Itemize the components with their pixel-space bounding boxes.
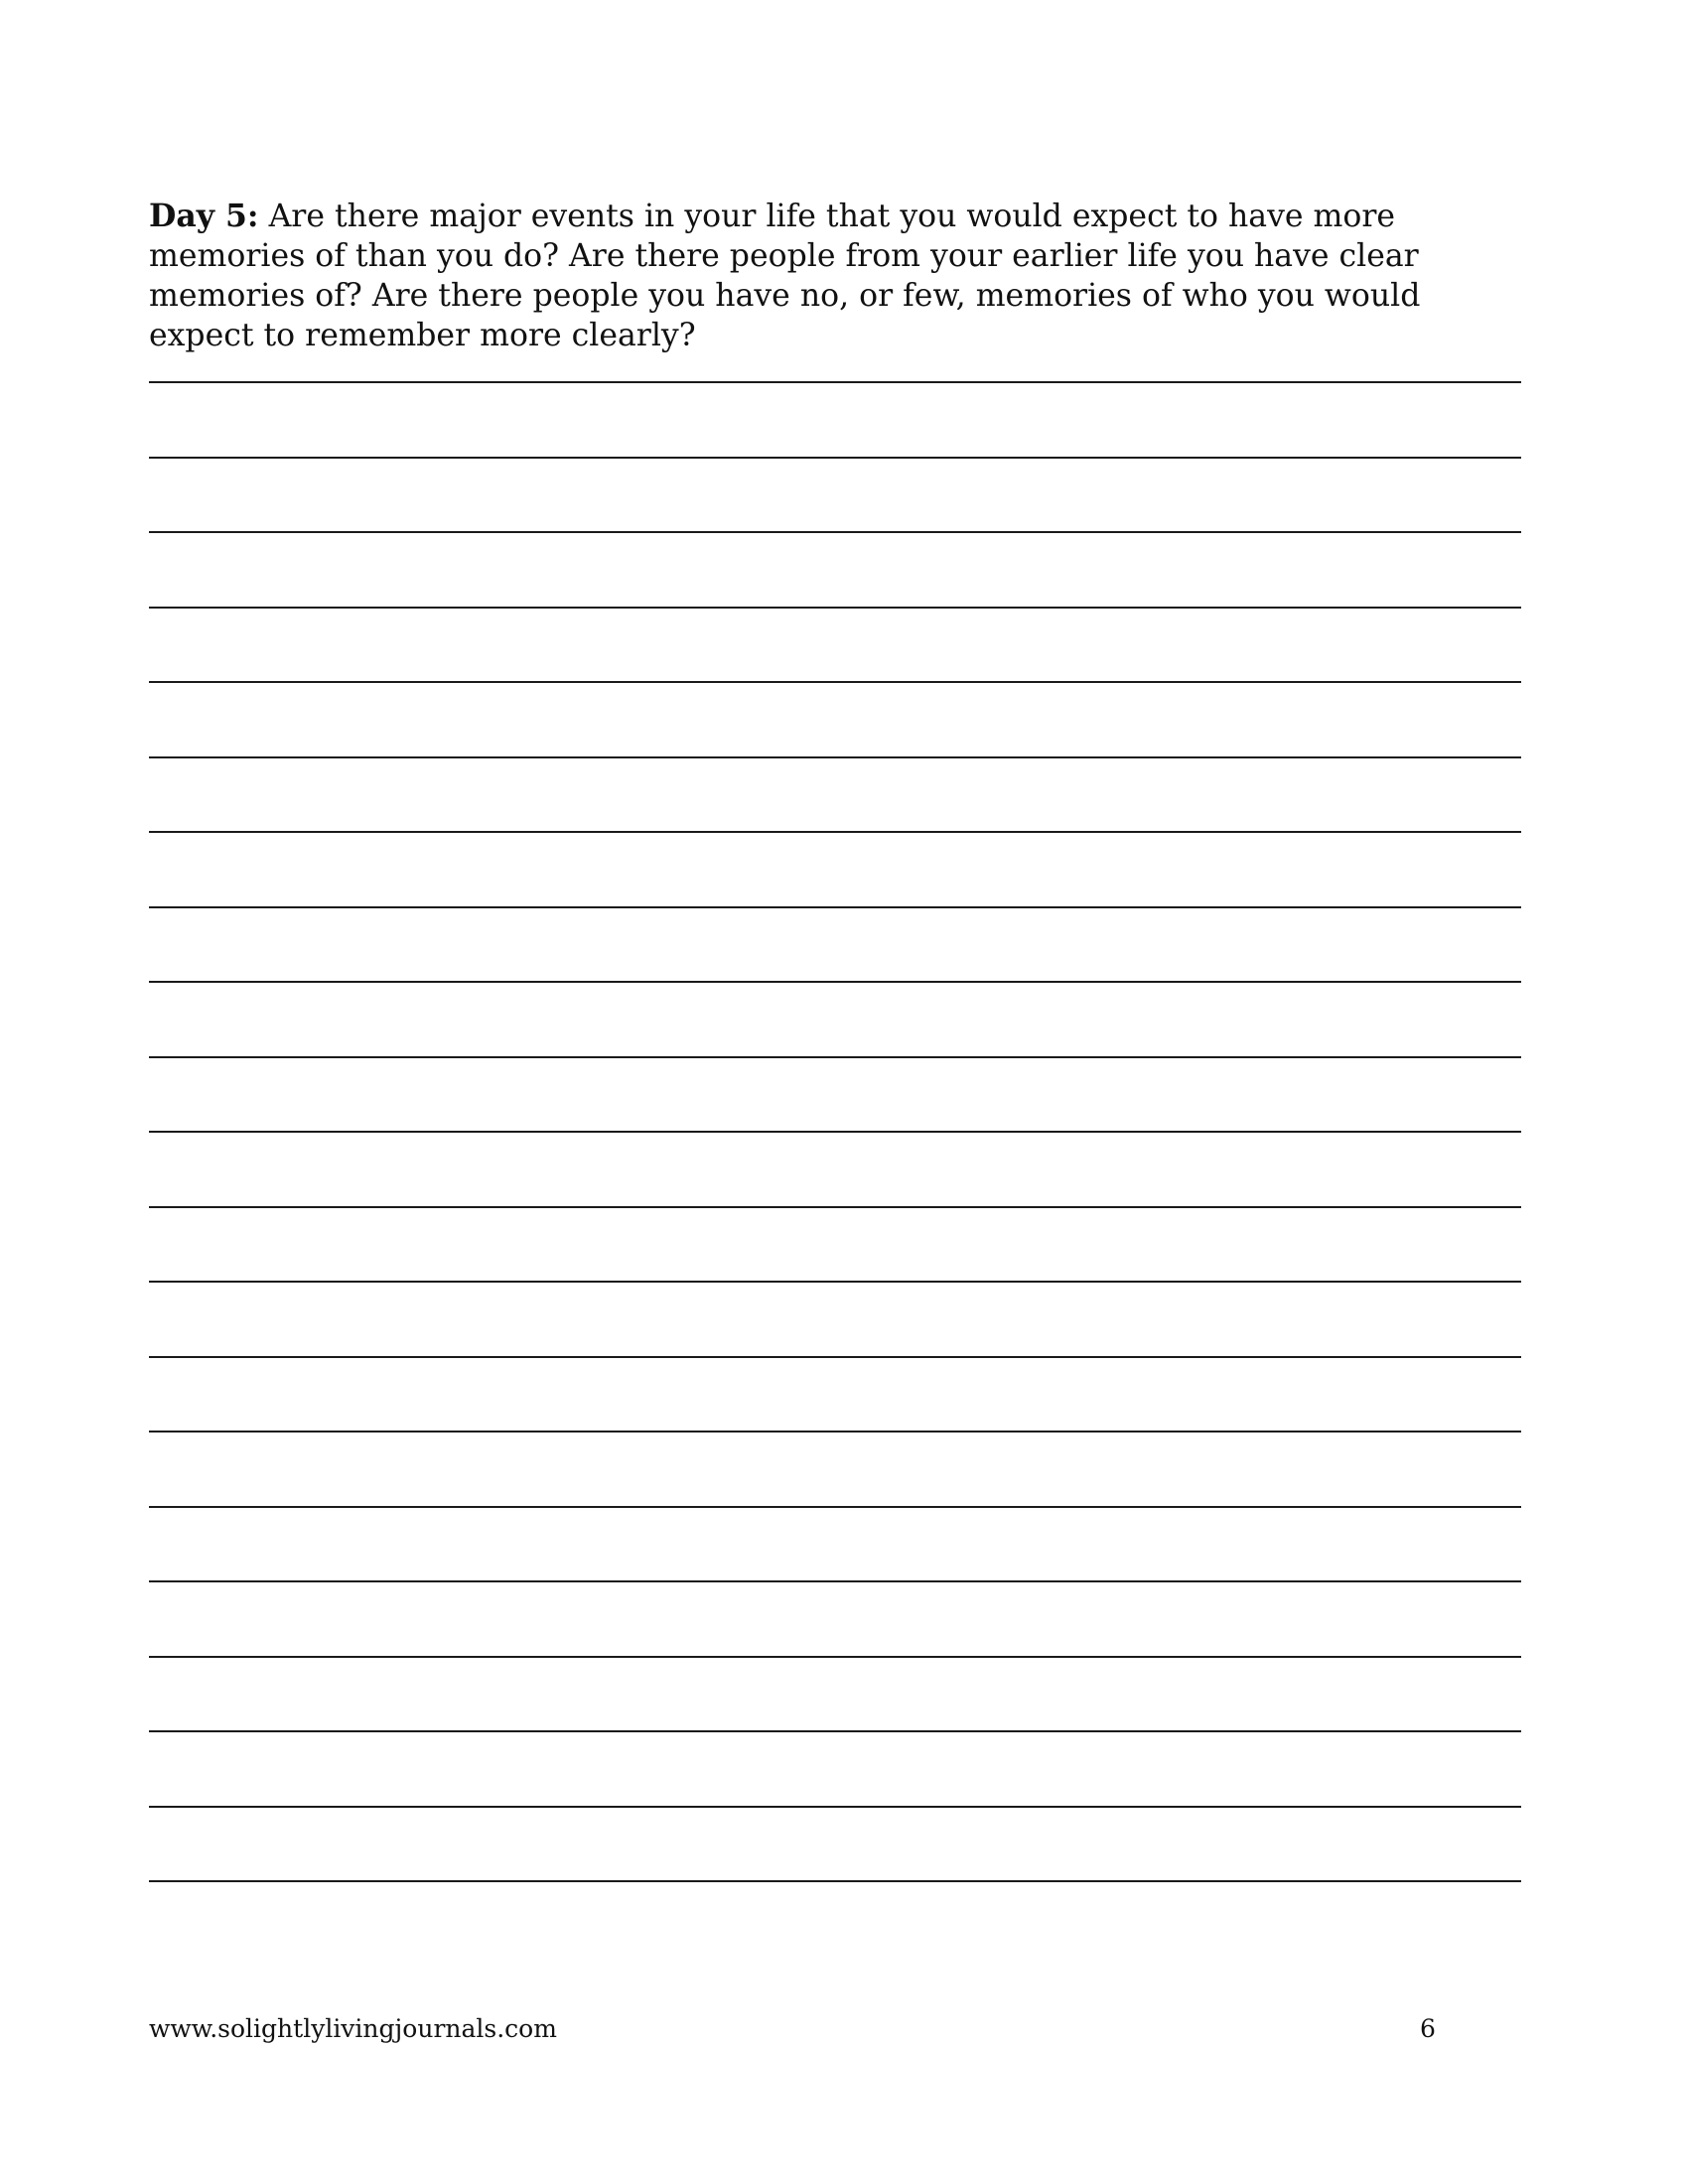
page-number: 6 — [1420, 2014, 1436, 2043]
writing-line[interactable] — [149, 383, 1521, 459]
writing-line[interactable] — [149, 1358, 1521, 1433]
writing-line[interactable] — [149, 1658, 1521, 1733]
website-url: www.solightlylivingjournals.com — [149, 2014, 557, 2043]
writing-line[interactable] — [149, 683, 1521, 758]
day-label: Day 5: — [149, 198, 259, 234]
prompt-question: Are there major events in your life that you would expect to have more memories of than you do? Are there people from your earlier life you have clear memories of? Are there people you have no, or few, memories of who you would expect to remember more clearly? — [149, 199, 1421, 353]
writing-line[interactable] — [149, 1582, 1521, 1658]
writing-line[interactable] — [149, 459, 1521, 534]
day-prompt — [149, 197, 1499, 355]
writing-line[interactable] — [149, 609, 1521, 684]
writing-line[interactable] — [149, 1058, 1521, 1134]
writing-line[interactable] — [149, 1508, 1521, 1583]
writing-line[interactable] — [149, 1208, 1521, 1284]
writing-line[interactable] — [149, 908, 1521, 984]
writing-lines — [149, 381, 1521, 1882]
writing-line[interactable] — [149, 983, 1521, 1058]
writing-line[interactable] — [149, 758, 1521, 834]
writing-line[interactable] — [149, 1732, 1521, 1808]
writing-line[interactable] — [149, 1283, 1521, 1358]
writing-line[interactable] — [149, 1133, 1521, 1208]
writing-line[interactable] — [149, 833, 1521, 908]
writing-line[interactable] — [149, 1808, 1521, 1883]
writing-line[interactable] — [149, 533, 1521, 609]
writing-line[interactable] — [149, 1433, 1521, 1508]
